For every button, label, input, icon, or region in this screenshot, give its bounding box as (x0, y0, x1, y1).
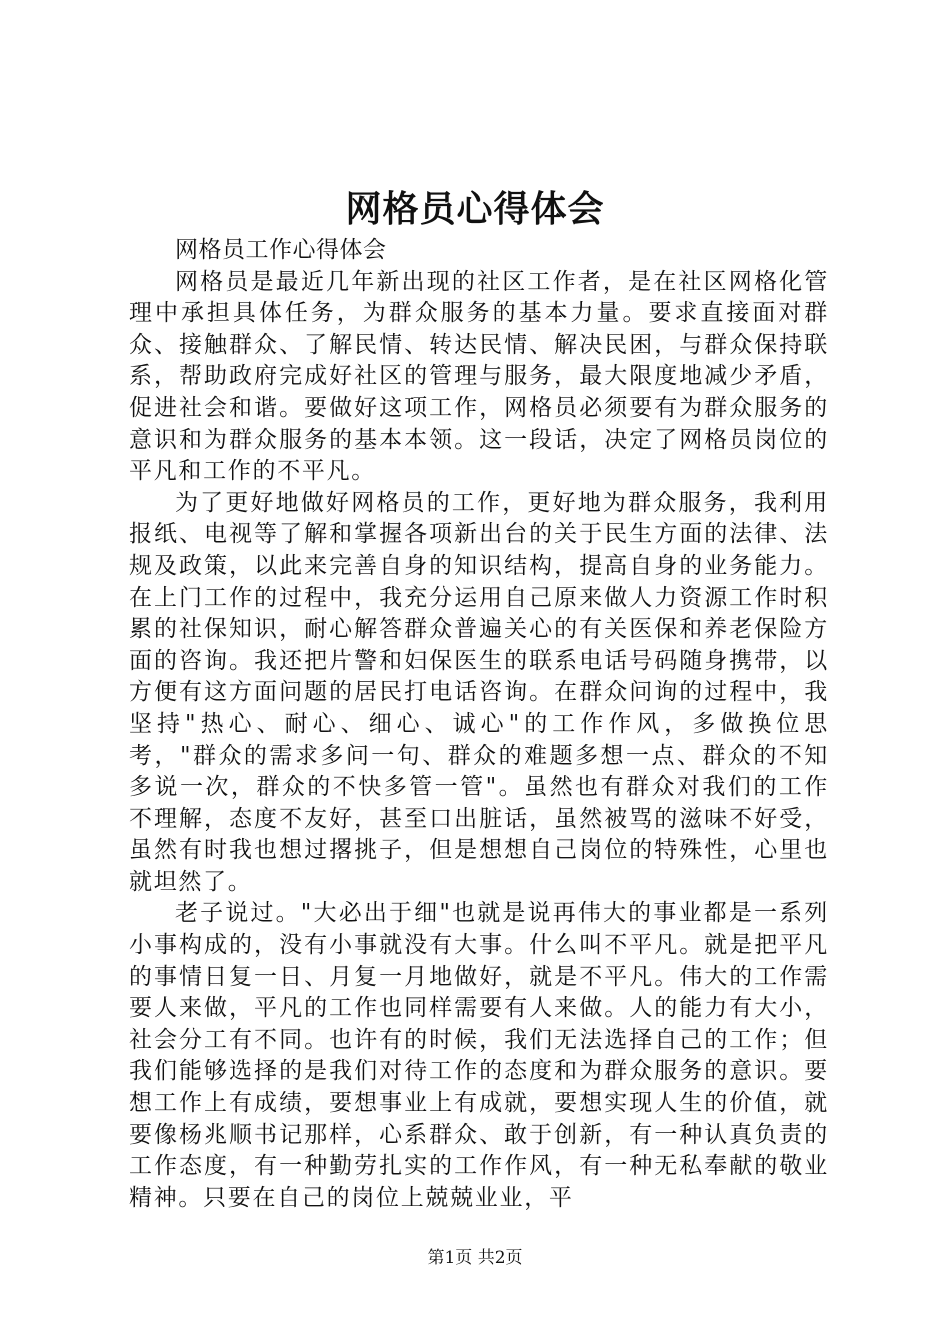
document-body (129, 235, 829, 1214)
subtitle-paragraph: 网格员工作心得体会 (175, 237, 387, 263)
document-title: 网格员心得体会 (345, 188, 605, 230)
body-paragraph-3: 老子说过。"大必出于细"也就是说再伟大的事业都是一系列小事构成的，没有小事就没有大事。什么叫不平凡。就是把平凡的事情日复一日、月复一月地做好，就是不平凡。伟大的工作需要人来做，平凡的工作也同样需要有人来做。人的能力有大小，社会分工有不同。也许有的时候，我们无法选择自己的工作；但我们能够选择的是我们对待工作的态度和为群众服务的意识。要想工作上有成绩，要想事业上有成就，要想实现人生的价值，就要像杨兆顺书记那样，心系群众、敢于创新，有一种认真负责的工作态度，有一种勤劳扎实的工作作风，有一种无私奉献的敬业精神。只要在自己的岗位上兢兢业业，平 (129, 900, 829, 1211)
body-paragraph-1: 网格员是最近几年新出现的社区工作者，是在社区网格化管理中承担具体任务，为群众服务的基本力量。要求直接面对群众、接触群众、了解民情、转达民情、解决民困，与群众保持联系，帮助政府完成好社区的管理与服务，最大限度地减少矛盾，促进社会和谐。要做好这项工作，网格员必须要有为群众服务的意识和为群众服务的基本本领。这一段话，决定了网格员岗位的平凡和工作的不平凡。 (129, 268, 829, 485)
body-paragraph-2: 为了更好地做好网格员的工作，更好地为群众服务，我利用报纸、电视等了解和掌握各项新出台的关于民生方面的法律、法规及政策，以此来完善自身的知识结构，提高自身的业务能力。在上门工作的过程中，我充分运用自己原来做人力资源工作时积累的社保知识，耐心解答群众普遍关心的有关医保和养老保险方面的咨询。我还把片警和妇保医生的联系电话号码随身携带，以方便有这方面问题的居民打电话咨询。在群众问询的过程中，我坚持"热心、耐心、细心、诚心"的工作作风，多做换位思考，"群众的需求多问一句、群众的难题多想一点、群众的不知多说一次，群众的不快多管一管"。虽然也有群众对我们的工作不理解，态度不友好，甚至口出脏话，虽然被骂的滋味不好受，虽然有时我也想过撂挑子，但是想想自己岗位的特殊性，心里也就坦然了。 (129, 489, 829, 895)
page-number-footer: 第1页 共2页 (427, 1248, 523, 1268)
